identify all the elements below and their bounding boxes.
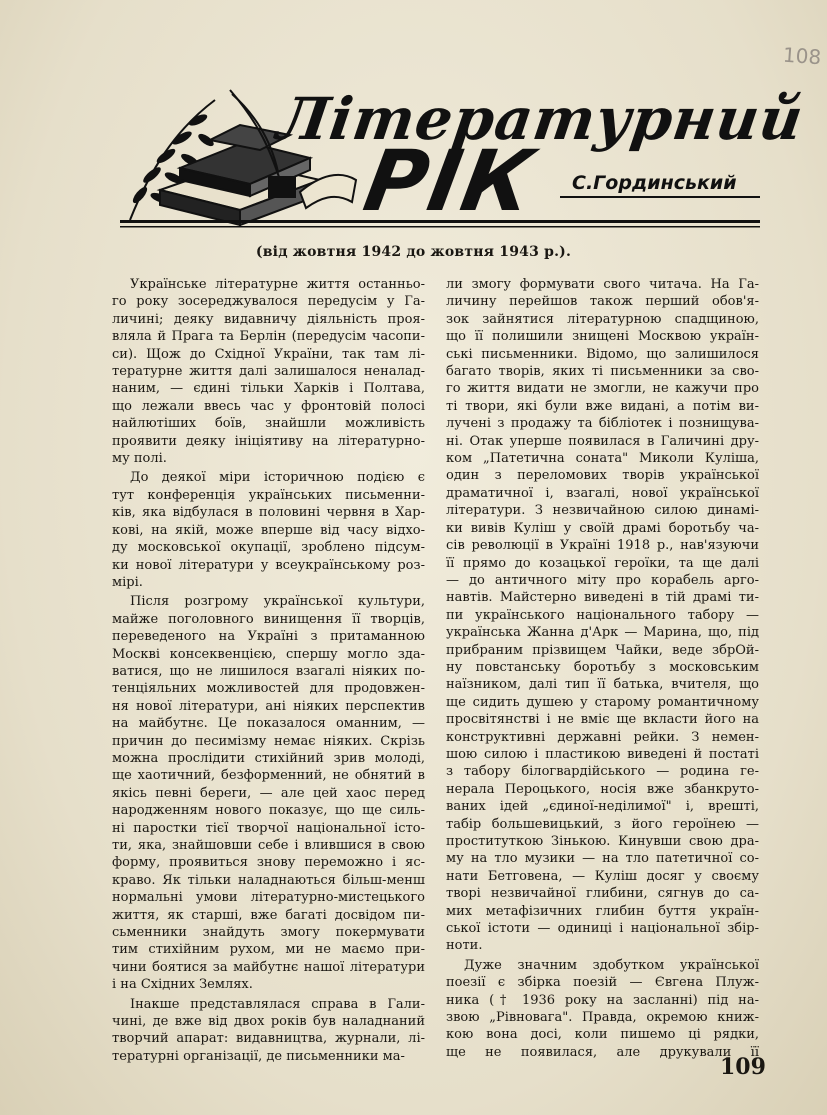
text-line: — до античного міту про корабель арго- [446, 572, 759, 588]
text-line: краво. Як тільки наладнаються більш-менш [112, 872, 425, 888]
text-line: ли змогу формувати свого читача. На Га- [446, 277, 759, 292]
right-column [446, 276, 759, 1061]
text-line: що лежали ввесь час у фронтовій полосі [112, 398, 425, 414]
text-line: лучені з продажу та бібліотек і познищува- [446, 416, 759, 432]
text-line: українська Жанна д'Арк — Марина, що, під [446, 625, 759, 641]
text-line: Інакше представлялася справа в Гали- [130, 996, 425, 1012]
article-body [112, 276, 768, 1064]
text-line: причин до песимізму немає ніяких. Скрізь [112, 733, 425, 749]
date-range-subtitle: (від жовтня 1942 до жовтня 1943 р.). [255, 244, 572, 260]
text-line: ком „Патетична соната" Миколи Куліша, [446, 451, 759, 467]
text-line: творі незвичайної глибини, сягнув до са- [446, 886, 759, 902]
text-line: Дуже значним здобутком української [464, 957, 759, 973]
text-line: її прямо до козацької героїки, та ще далі [446, 555, 759, 571]
text-line: на майбутнє. Це показалося оманним, — [112, 716, 425, 732]
text-line: чині, де вже від двох років був наладнаний [112, 1014, 425, 1030]
text-line: ти, яка, знайшовши себе і влившися в свою [112, 838, 425, 853]
text-line: кові, на якій, може вперше від часу відхо- [112, 522, 425, 538]
text-line: народженням нового показує, що ще силь- [112, 803, 425, 819]
text-line: зок зайнятися літературною спадщиною, [446, 311, 759, 327]
text-line: ще сидить душею у старому романтичному [446, 694, 759, 710]
text-line: драматичної і, взагалі, нової української [446, 485, 759, 501]
title-line-2: РІК [357, 132, 543, 230]
text-line: ки вивів Куліш у своїй драмі боротьбу ча- [446, 520, 759, 536]
text-line: ще не появилася, але друкували її [446, 1044, 759, 1060]
text-line: мірі. [112, 574, 143, 590]
text-line: ватися, що не лишилося взагалі ніяких по- [112, 663, 425, 679]
text-line: поезії є збірка поезій — Євгена Плуж- [446, 975, 759, 991]
text-line: навтів. Майстерно виведені в тій драмі ти- [446, 590, 759, 606]
text-line: конструктивні державні рейки. З немен- [446, 729, 759, 745]
text-line: найлютіших боїв, знайшли можливість [112, 416, 425, 432]
text-line: личині; деяку видавничу діяльність проя- [112, 311, 425, 327]
text-line: чини боятися за майбутнє нашої літератури [112, 959, 425, 975]
text-line: ні. Отак уперше появилася в Галичині дру- [446, 433, 759, 449]
text-line: До деякої міри історичною подією є [130, 470, 425, 486]
text-line: нати Бетговена, — Куліш досяг у своєму [446, 868, 759, 884]
text-line: життя, як старші, вже багаті досвідом пи- [112, 907, 425, 923]
text-line: майже поголовного винищення її творців, [112, 611, 425, 627]
text-line: пи українського національного табору — [446, 607, 759, 623]
page-number: 109 [720, 1054, 766, 1080]
text-line: ті твори, які були вже видані, а потім ви- [446, 398, 759, 414]
text-line: Москві консеквенцією, спершу могло зда- [112, 646, 425, 662]
text-line: табір большевицький, з його героїнею — [446, 816, 759, 832]
text-line: вляла й Прага та Берлін (передусім часопи- [112, 329, 425, 345]
article-header [120, 80, 808, 230]
text-line: ду московської окупації, зроблено підсум- [112, 540, 425, 556]
text-line: ської істоти — одиниці і національної збір- [446, 921, 759, 937]
text-line: мих метафізичних глибин буття україн- [446, 903, 759, 919]
text-line: Українське літературне життя останньо- [130, 277, 425, 292]
text-line: му полі. [112, 451, 167, 467]
author-name: С.Гординський [572, 172, 737, 194]
text-line: го життя видати не змогли, не кажучи про [446, 381, 759, 397]
text-line: ваних ідей „єдиної-неділимої" і, врешті, [446, 799, 759, 815]
left-column [112, 276, 425, 1065]
text-line: наним, — єдині тільки Харків і Полтава, [112, 381, 425, 397]
text-line: тим стихійним рухом, ми не маємо при- [112, 942, 425, 958]
text-line: кою вона досі, коли пишемо ці рядки, [446, 1027, 759, 1043]
text-line: ки нової літератури у всеукраїнському роз- [112, 557, 425, 573]
text-line: прибраним прізвищем Чайки, веде збрОй- [446, 642, 759, 658]
text-line: тенціяльних можливостей для продовжен- [112, 681, 425, 697]
text-line: проявити деяку ініціятиву на літературно- [112, 433, 425, 449]
text-line: тературні організації, де письменники ма- [112, 1048, 405, 1064]
text-line: тературне життя далі залишалося неналад- [112, 364, 425, 380]
text-line: проституткою Зінькою. Кинувши свою дра- [446, 834, 759, 849]
text-line: один з переломових творів української [446, 468, 759, 484]
text-line: нерала Пероцького, носія вже збанкруто- [446, 781, 759, 797]
text-line: ня нової літератури, ані ніяких перспектив [112, 698, 425, 714]
text-line: переведеного на Україні з притаманною [112, 629, 425, 645]
text-line: з табору білогвардійського — родина ге- [446, 764, 759, 780]
text-line: му на тло музики — на тло патетичної со- [446, 851, 759, 867]
text-line: наїзником, далі тип її батька, вчителя, що [446, 677, 759, 693]
text-line: форму, проявиться знову переможно і яс- [112, 855, 425, 871]
text-line: просвітянстві і не вміє ще вкласти його на [446, 712, 759, 728]
text-line: звою „Рівновага". Правда, окремою книж- [446, 1010, 759, 1026]
text-line: го року зосереджувалося передусім у Га- [112, 294, 425, 310]
text-line: ну повстанську боротьбу з московським [446, 659, 759, 675]
title-line-1: Літературний [273, 85, 808, 153]
handwritten-page-number: 108 [782, 42, 822, 70]
text-line: Після розгрому української культури, [130, 594, 425, 610]
text-line: личину перейшов також перший обов'я- [446, 294, 759, 310]
text-line: ноти. [446, 938, 483, 954]
text-line: і на Східних Землях. [112, 977, 253, 993]
text-line: нормальні умови літературно-мистецького [112, 890, 425, 906]
text-line: ські письменники. Відомо, що залишилося [446, 346, 759, 362]
text-line: ще хаотичний, безформенний, не обнятий в [112, 768, 425, 784]
text-line: багато творів, яких ті письменники за сво- [446, 364, 759, 380]
text-line: творчий апарат: видавництва, журнали, лі- [112, 1031, 425, 1047]
text-line: якісь певні береги, — але цей хаос перед [112, 785, 425, 801]
text-line: ків, яка відбулася в половині червня в Хар- [112, 505, 425, 521]
text-line: сів революції в Україні 1918 р., нав'язуючи [446, 538, 759, 554]
text-line: ника († 1936 року на засланні) під на- [446, 992, 759, 1008]
text-line: літератури. З незвичайною силою динамі- [446, 503, 759, 519]
text-line: що її полишили знищені Москвою україн- [446, 329, 759, 345]
text-line: тут конференція українських письменни- [112, 487, 425, 503]
text-line: можна прослідити стихійний зрив молоді, [112, 750, 425, 766]
text-line: шою силою і пластикою виведені й постаті [446, 746, 759, 762]
text-line: ні паростки тієї творчої національної істо- [112, 820, 425, 836]
text-line: сьменники знайдуть змогу покермувати [112, 925, 425, 941]
text-line: си). Щож до Східної України, так там лі- [112, 346, 425, 362]
